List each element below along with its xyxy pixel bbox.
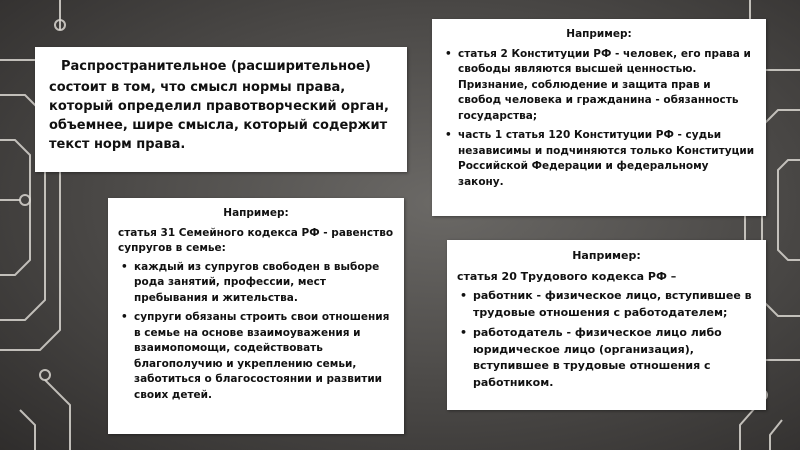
example-card-family-code: [108, 198, 404, 434]
example-card-labor-code: [447, 240, 766, 410]
list-item: • статья 2 Конституции РФ - человек, его права и свободы являются высшей ценностью. Признание, соблюдение и защита прав и свобод человека и гражданина - обязанность государства;: [442, 47, 756, 125]
list-item: • работник - физическое лицо, вступившее в трудовые отношения с работодателем;: [457, 288, 756, 321]
example-heading: Например:: [572, 249, 641, 262]
example-lead: статья 20 Трудового кодекса РФ –: [457, 269, 677, 283]
list-item: • часть 1 статья 120 Конституции РФ - судьи независимы и подчиняются только Конституции Российской Федерации и федеральному закону.: [442, 128, 756, 190]
list-item: • каждый из супругов свободен в выборе рода занятий, профессии, мест пребывания и жительства.: [118, 260, 394, 307]
example-lead: статья 31 Семейного кодекса РФ - равенство супругов в семье:: [118, 226, 394, 254]
example-list: [457, 288, 756, 391]
example-heading: Например:: [566, 28, 632, 40]
definition-text: состоит в том, что смысл нормы права, который определил правотворческий орган, объемнее, шире смысла, который содержит текст норм права.: [49, 80, 389, 152]
example-list: [442, 47, 756, 191]
list-item: • супруги обязаны строить свои отношения в семье на основе взаимоуважения и взаимопомощи, содействовать благополучию и укреплению семьи, заботиться о благосостоянии и развитии своих детей.: [118, 310, 394, 403]
example-list: [118, 260, 394, 404]
definition-title: Распространительное (расширительное): [61, 59, 371, 74]
list-item: • работодатель - физическое лицо либо юридическое лицо (организация), вступившее в трудовые отношения с работником.: [457, 325, 756, 391]
example-card-constitution: [432, 19, 766, 216]
definition-card: [35, 47, 407, 172]
example-heading: Например:: [223, 207, 289, 219]
